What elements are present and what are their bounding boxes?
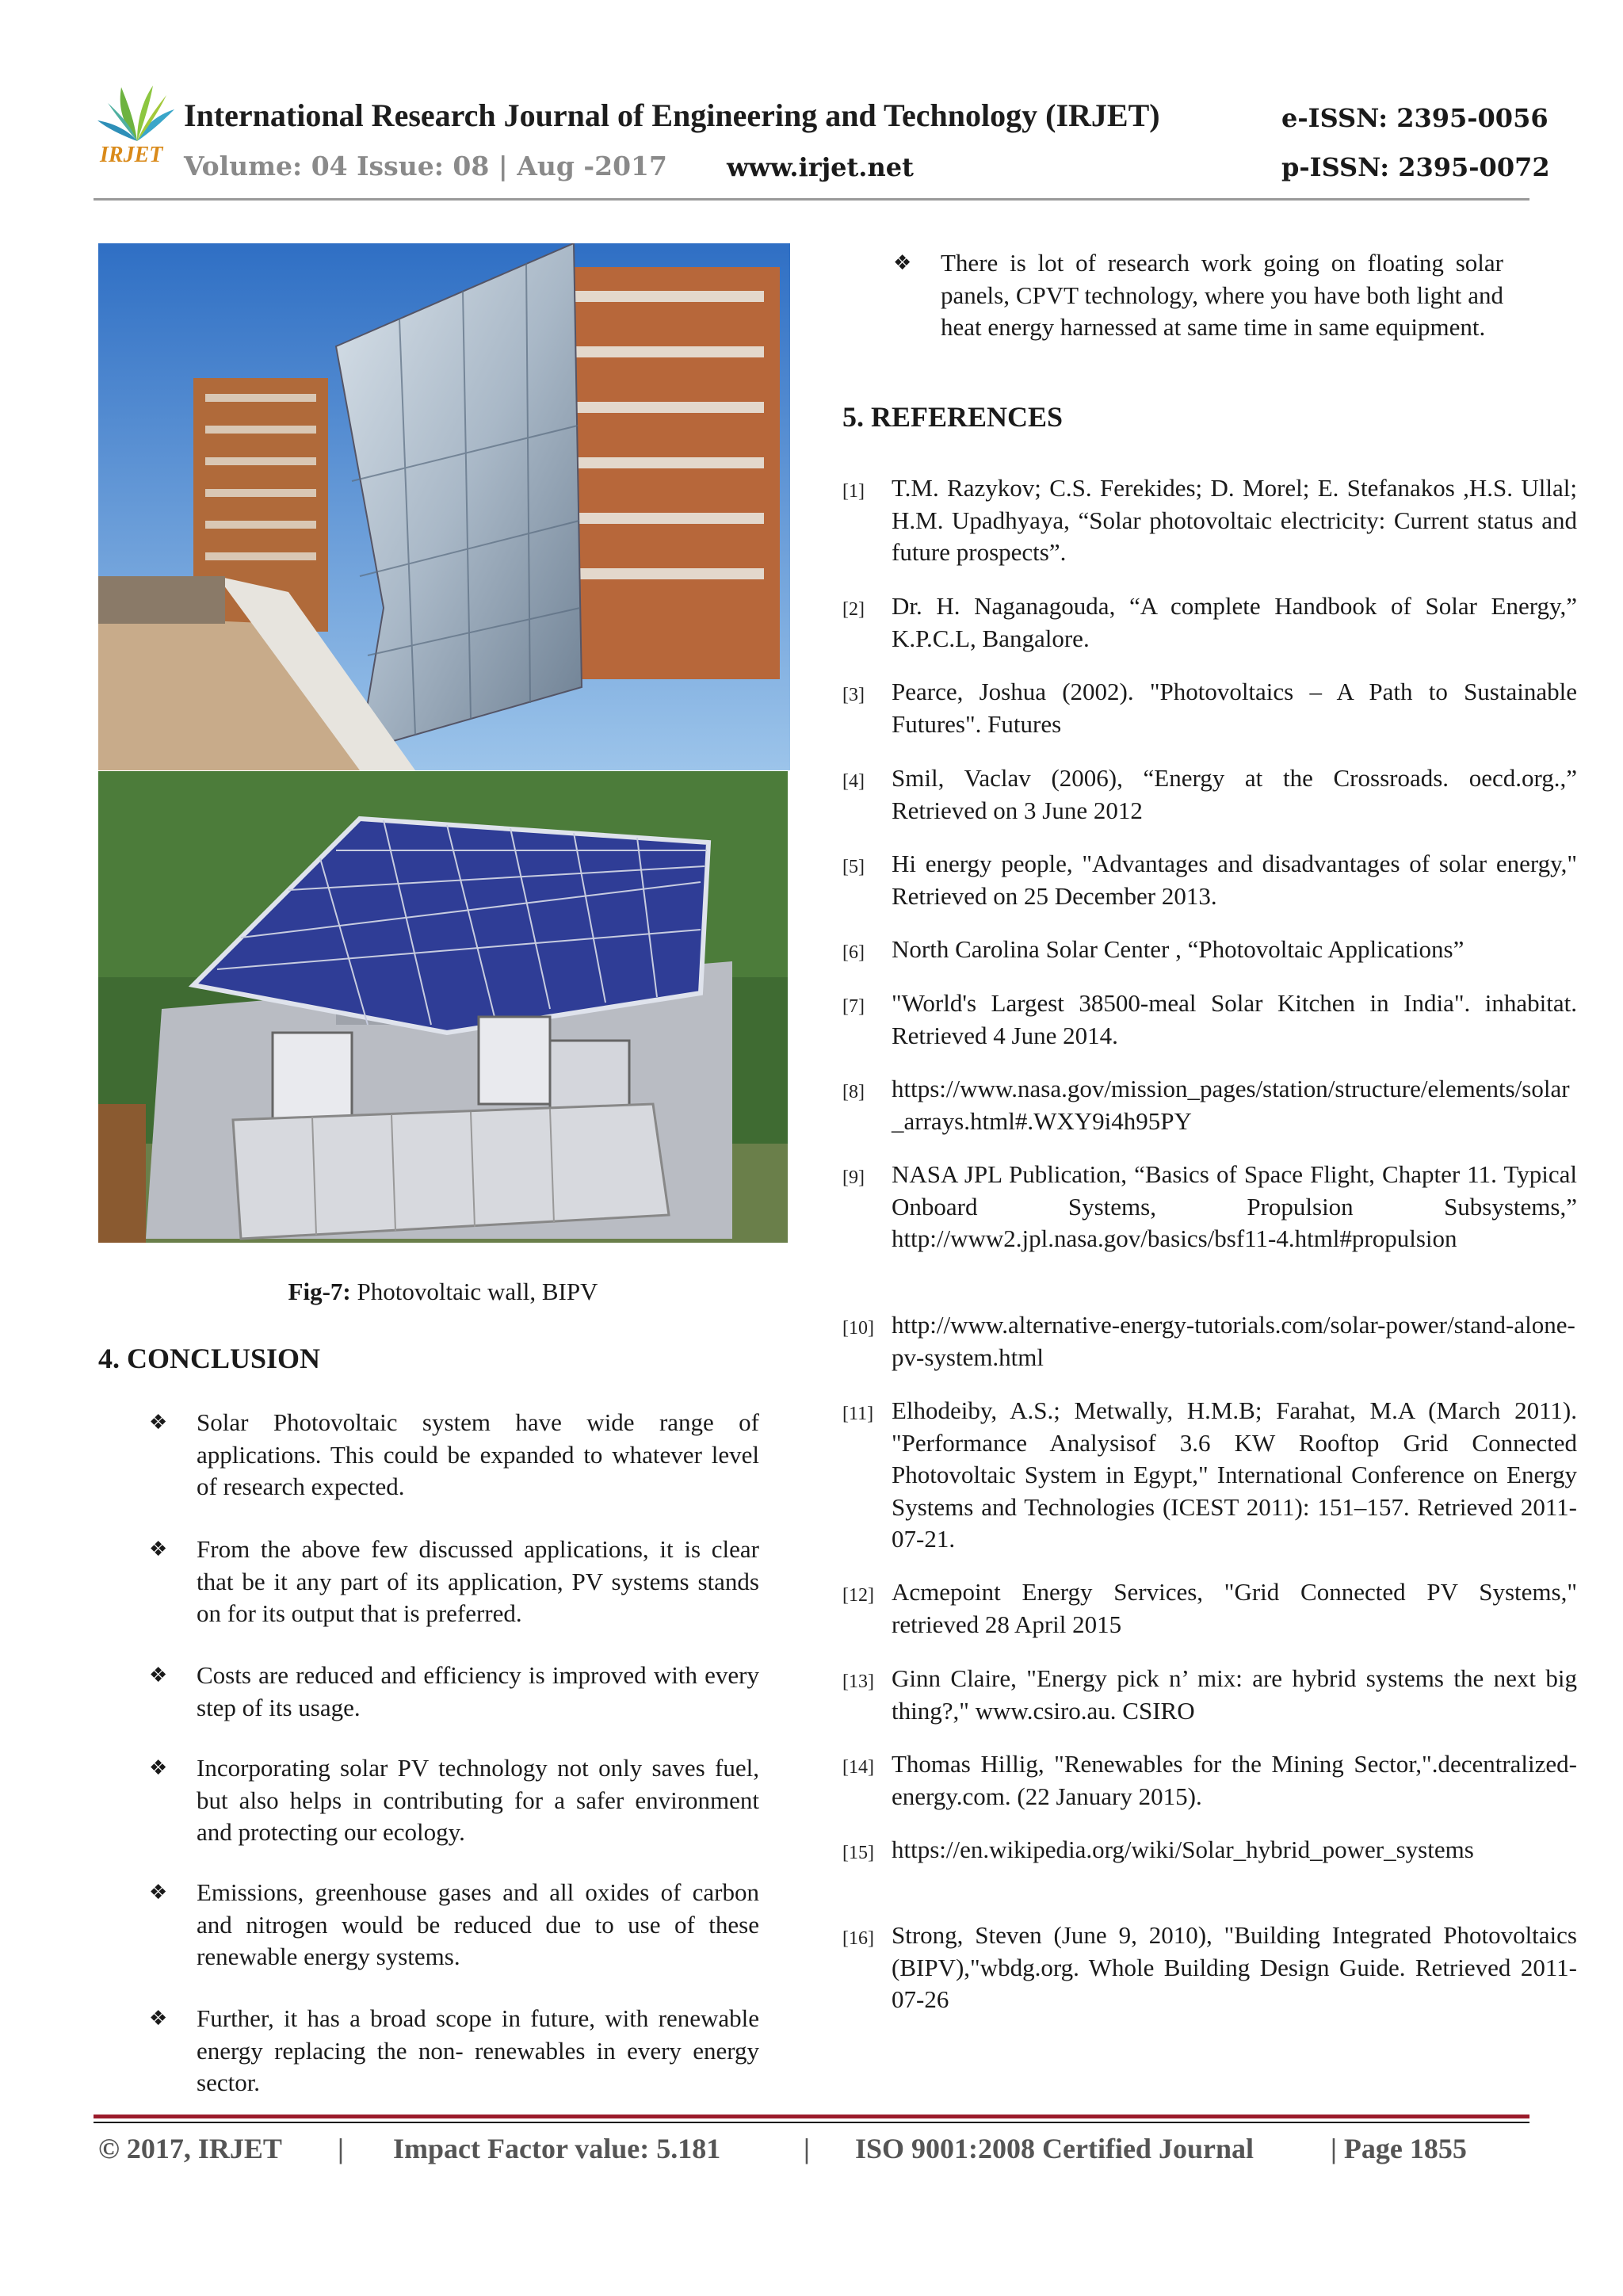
reference-number: [2]: [842, 599, 865, 620]
volume-issue: Volume: 04 Issue: 08 | Aug -2017: [184, 151, 667, 181]
reference-number: [5]: [842, 857, 865, 877]
reference-number: [12]: [842, 1585, 874, 1606]
bullet-diamond-icon: ❖: [893, 251, 912, 275]
bullet-text: From the above few discussed applications, it is clear that be it any part of its application, PV systems stands on for its output that is preferred.: [197, 1535, 759, 1627]
e-issn: e-ISSN: 2395-0056: [1281, 103, 1549, 133]
conclusion-bullet: [149, 1877, 759, 1973]
reference-number: [14]: [842, 1757, 874, 1778]
conclusion-bullet: [149, 1660, 759, 1724]
bullet-text: There is lot of research work going on floating solar panels, CPVT technology, where you have both light and heat energy harnessed at same time in same equipment.: [941, 249, 1503, 341]
reference-number: [9]: [842, 1167, 865, 1188]
footer-separator: |: [338, 2133, 344, 2164]
conclusion-bullet: [149, 2003, 759, 2099]
footer-impact-factor: Impact Factor value: 5.181: [393, 2133, 721, 2164]
figure-caption: [98, 1278, 788, 1306]
reference-number: [6]: [842, 942, 865, 963]
bullet-diamond-icon: ❖: [149, 1881, 168, 1904]
footer-separator: |: [804, 2133, 810, 2164]
figure-photovoltaic-wall: [98, 243, 790, 770]
bullet-diamond-icon: ❖: [149, 1756, 168, 1780]
footer-page-number: | Page 1855: [1331, 2133, 1467, 2164]
bullet-text: Incorporating solar PV technology not only saves fuel, but also helps in contributing for a safer environment and protecting our ecology.: [197, 1754, 759, 1846]
conclusion-bullet: [149, 1752, 759, 1849]
reference-text: Acmepoint Energy Services, "Grid Connected PV Systems," retrieved 28 April 2015: [892, 1578, 1577, 1638]
reference-text: Pearce, Joshua (2002). "Photovoltaics – A Path to Sustainable Futures". Futures: [892, 678, 1577, 738]
p-issn: p-ISSN: 2395-0072: [1281, 152, 1550, 182]
conclusion-bullet: [149, 1534, 759, 1630]
reference-text: NASA JPL Publication, “Basics of Space Flight, Chapter 11. Typical Onboard Systems, Propulsion Subsystems,” http://www2.jpl.nasa.gov/basics/bsf11-4.html#propulsion: [892, 1160, 1577, 1252]
bullet-text: Emissions, greenhouse gases and all oxides of carbon and nitrogen would be reduced due to use of these renewable energy systems.: [197, 1878, 759, 1970]
journal-logo: [94, 79, 181, 174]
bullet-diamond-icon: ❖: [149, 1538, 168, 1561]
bullet-diamond-icon: ❖: [149, 2007, 168, 2030]
reference-text: Ginn Claire, "Energy pick n’ mix: are hybrid systems the next big thing?," www.csiro.au. CSIRO: [892, 1664, 1577, 1725]
footer-rule: [94, 2115, 1529, 2118]
reference-text: North Carolina Solar Center , “Photovoltaic Applications”: [892, 935, 1465, 963]
reference-number: [16]: [842, 1928, 874, 1949]
bullet-text: Further, it has a broad scope in future, with renewable energy replacing the non- renewables in every energy sector.: [197, 2004, 759, 2096]
reference-number: [3]: [842, 685, 865, 705]
figure-photovoltaic-roof: [98, 771, 788, 1243]
bullet-diamond-icon: ❖: [149, 1664, 168, 1687]
journal-website: www.irjet.net: [727, 152, 914, 182]
reference-text: T.M. Razykov; C.S. Ferekides; D. Morel; E. Stefanakos ,H.S. Ullal; H.M. Upadhyaya, “Solar photovoltaic electricity: Current status and future prospects”.: [892, 474, 1577, 566]
reference-text: Hi energy people, "Advantages and disadvantages of solar energy," Retrieved on 25 December 2013.: [892, 850, 1577, 910]
reference-text: Smil, Vaclav (2006), “Energy at the Crossroads. oecd.org.,” Retrieved on 3 June 2012: [892, 764, 1577, 824]
reference-number: [13]: [842, 1671, 874, 1692]
logo-text: IRJET: [100, 143, 163, 167]
reference-text: "World's Largest 38500-meal Solar Kitchen in India". inhabitat. Retrieved 4 June 2014.: [892, 989, 1577, 1049]
bullet-text: Costs are reduced and efficiency is improved with every step of its usage.: [197, 1661, 759, 1721]
conclusion-bullet: [149, 1407, 759, 1503]
journal-title: International Research Journal of Engineering and Technology (IRJET): [184, 97, 1160, 133]
reference-number: [4]: [842, 771, 865, 792]
references-heading: 5. REFERENCES: [842, 401, 1064, 433]
reference-text: https://www.nasa.gov/mission_pages/station/structure/elements/solar_arrays.html#.WXY9i4h95PY: [892, 1075, 1570, 1135]
footer-copyright: © 2017, IRJET: [98, 2133, 282, 2164]
footer-rule-thin: [94, 2122, 1529, 2123]
figure-label: Fig-7:: [288, 1278, 351, 1305]
reference-text: https://en.wikipedia.org/wiki/Solar_hybrid_power_systems: [892, 1836, 1474, 1863]
reference-number: [7]: [842, 996, 865, 1017]
right-bullet: [893, 247, 1503, 344]
reference-text: Strong, Steven (June 9, 2010), "Building Integrated Photovoltaics (BIPV),"wbdg.org. Whole Building Design Guide. Retrieved 2011-07-26: [892, 1921, 1577, 2013]
conclusion-heading: 4. CONCLUSION: [98, 1343, 321, 1374]
reference-text: Thomas Hillig, "Renewables for the Mining Sector,".decentralized-energy.com. (22 January 2015).: [892, 1750, 1577, 1810]
reference-number: [10]: [842, 1318, 874, 1339]
reference-number: [1]: [842, 481, 865, 502]
header-rule: [94, 198, 1529, 201]
reference-text: Elhodeiby, A.S.; Metwally, H.M.B; Farahat, M.A (March 2011). "Performance Analysisof 3.6 KW Rooftop Grid Connected Photovoltaic System in Egypt," International Conference on Energy Systems and Technologies (ICEST 2011): 151–157. Retrieved 2011-07-21.: [892, 1396, 1577, 1553]
reference-number: [15]: [842, 1843, 874, 1863]
reference-number: [8]: [842, 1082, 865, 1102]
reference-text: Dr. H. Naganagouda, “A complete Handbook of Solar Energy,” K.P.C.L, Bangalore.: [892, 592, 1577, 652]
bullet-text: Solar Photovoltaic system have wide range of applications. This could be expanded to whatever level of research expected.: [197, 1408, 759, 1500]
figure-caption-text: Photovoltaic wall, BIPV: [350, 1278, 598, 1305]
footer-iso: ISO 9001:2008 Certified Journal: [855, 2133, 1254, 2164]
bullet-diamond-icon: ❖: [149, 1411, 168, 1435]
reference-number: [11]: [842, 1404, 874, 1424]
reference-text: http://www.alternative-energy-tutorials.com/solar-power/stand-alone-pv-system.html: [892, 1311, 1575, 1371]
